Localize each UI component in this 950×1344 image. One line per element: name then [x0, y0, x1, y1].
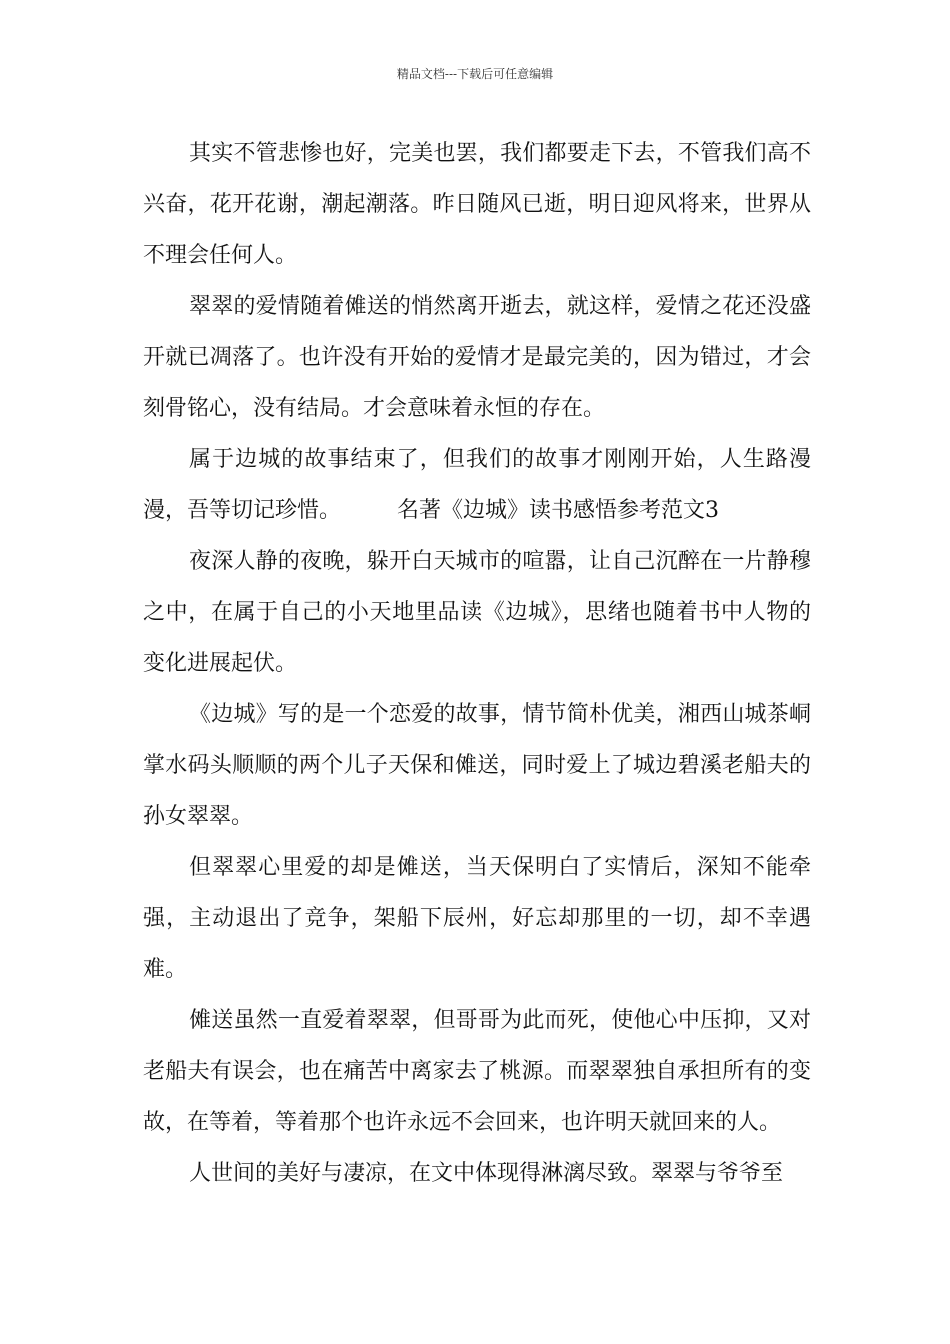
section-title: 名著《边城》读书感悟参考范文3	[397, 498, 720, 523]
paragraph-text: 属于边城的故事结束了，但我们的故事才刚刚开始，人生路漫漫，吾等切记珍惜。	[143, 447, 811, 523]
paragraph-text: 翠翠的爱情随着傩送的悄然离开逝去，就这样，爱情之花还没盛开就已凋落了。也许没有开始的爱情才是最完美的，因为错过，才会刻骨铭心，没有结局。才会意味着永恒的存在。	[143, 294, 811, 421]
paragraph-7	[143, 995, 811, 1148]
paragraph-4	[143, 536, 811, 689]
paragraph-text: 《边城》写的是一个恋爱的故事，情节简朴优美，湘西山城茶峒掌水码头顺顺的两个儿子天保和傩送，同时爱上了城边碧溪老船夫的孙女翠翠。	[143, 702, 811, 829]
paragraph-5	[143, 689, 811, 842]
page-header: 精品文档---下载后可任意编辑	[396, 67, 554, 81]
paragraph-2	[143, 281, 811, 434]
paragraph-text: 傩送虽然一直爱着翠翠，但哥哥为此而死，使他心中压抑，又对老船夫有误会，也在痛苦中离家去了桃源。而翠翠独自承担所有的变故，在等着，等着那个也许永远不会回来，也许明天就回来的人。	[143, 1008, 811, 1135]
paragraph-1	[143, 128, 811, 281]
paragraph-6	[143, 842, 811, 995]
paragraph-text: 其实不管悲惨也好，完美也罢，我们都要走下去，不管我们高不兴奋，花开花谢，潮起潮落。昨日随风已逝，明日迎风将来，世界从不理会任何人。	[143, 141, 811, 268]
paragraph-3	[143, 434, 811, 536]
paragraph-text: 夜深人静的夜晚，躲开白天城市的喧嚣，让自己沉醉在一片静穆之中，在属于自己的小天地里品读《边城》，思绪也随着书中人物的变化进展起伏。	[143, 549, 811, 676]
paragraph-text: 人世间的美好与凄凉，在文中体现得淋漓尽致。翠翠与爷爷至	[189, 1161, 784, 1186]
paragraph-text: 但翠翠心里爱的却是傩送，当天保明白了实情后，深知不能牵强，主动退出了竞争，架船下辰州，好忘却那里的一切，却不幸遇难。	[143, 855, 811, 982]
paragraph-8	[143, 1148, 811, 1199]
document-body	[143, 128, 811, 1199]
